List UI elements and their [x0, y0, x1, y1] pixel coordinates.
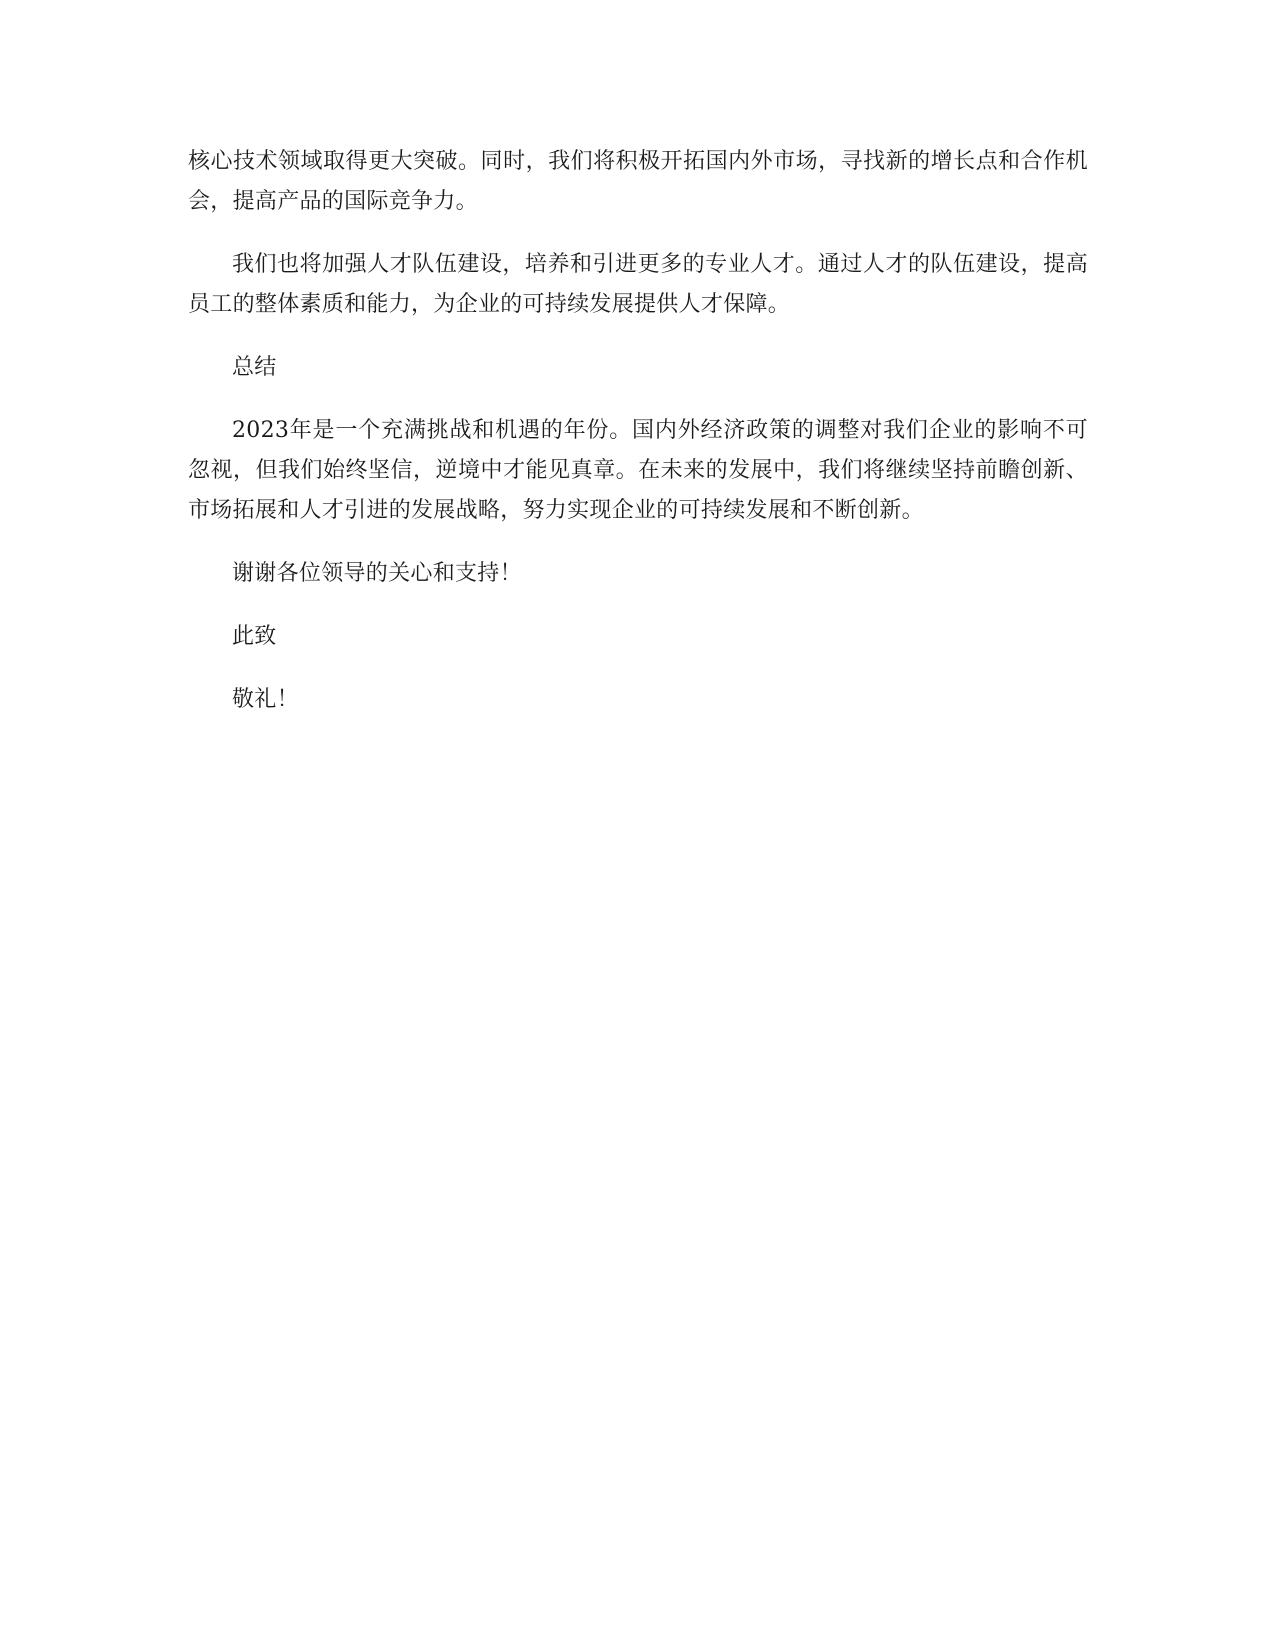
document-page	[188, 142, 1088, 743]
closing-salutation: 此致	[232, 624, 277, 649]
closing-regards: 敬礼！	[232, 687, 299, 712]
paragraph-thanks: 谢谢各位领导的关心和支持！	[232, 561, 522, 586]
paragraph-summary: 2023年是一个充满挑战和机遇的年份。国内外经济政策的调整对我们企业的影响不可忽视，但我们始终坚信，逆境中才能见真章。在未来的发展中，我们将继续坚持前瞻创新、市场拓展和人才引进的发展战略，努力实现企业的可持续发展和不断创新。	[188, 418, 1088, 523]
paragraph-talent: 我们也将加强人才队伍建设，培养和引进更多的专业人才。通过人才的队伍建设，提高员工的整体素质和能力，为企业的可持续发展提供人才保障。	[188, 252, 1088, 317]
section-heading-summary: 总结	[232, 355, 277, 380]
paragraph-continuation: 核心技术领域取得更大突破。同时，我们将积极开拓国内外市场，寻找新的增长点和合作机会，提高产品的国际竞争力。	[188, 149, 1088, 214]
